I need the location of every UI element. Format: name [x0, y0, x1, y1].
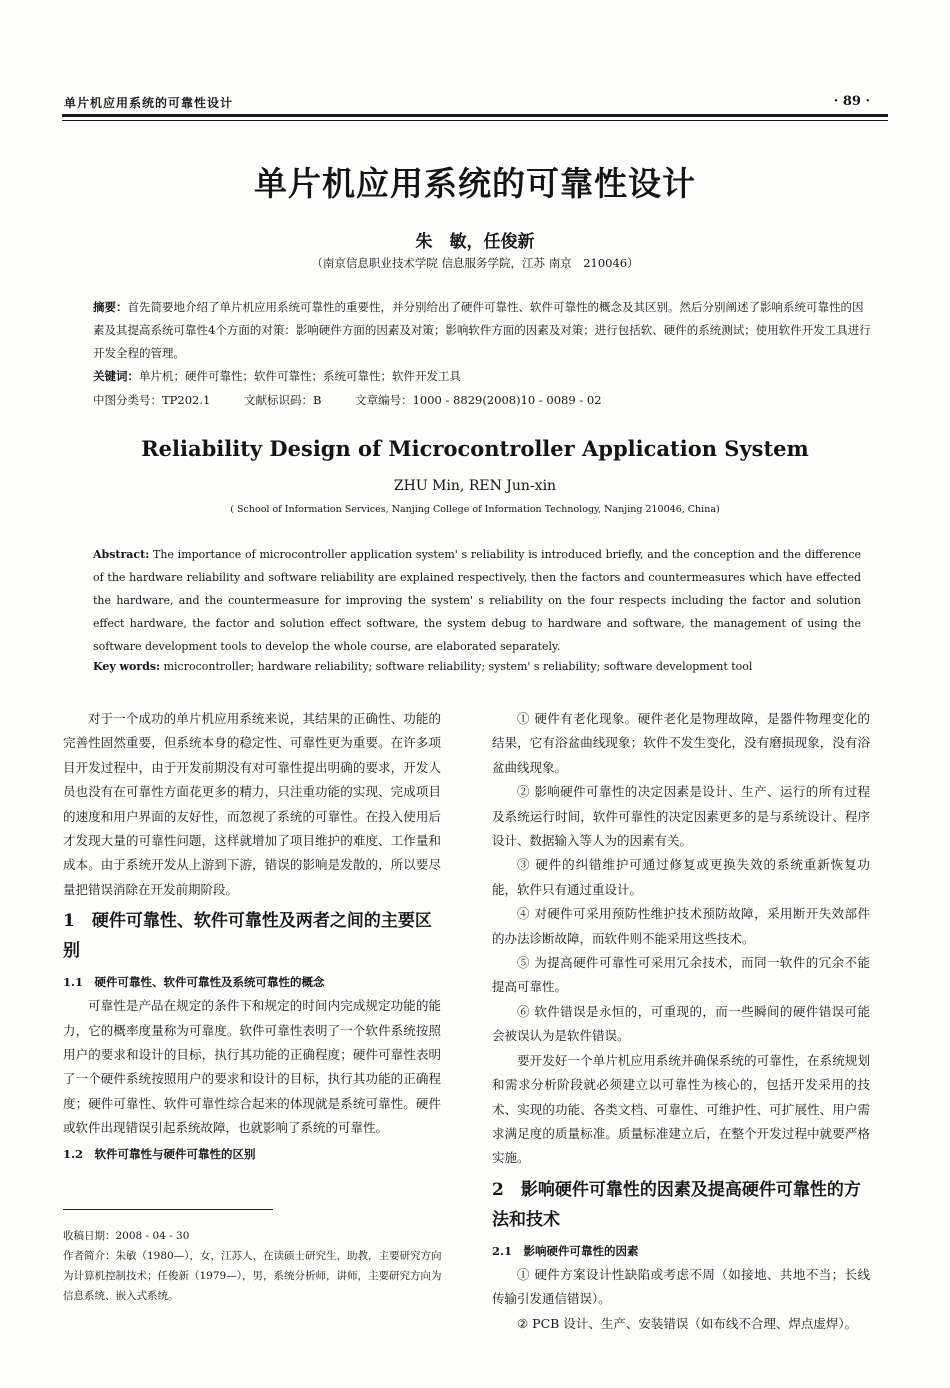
affiliation-zh: （南京信息职业技术学院 信息服务学院，江苏 南京 210046） — [311, 256, 639, 270]
document-code: 文献标识码：B — [244, 393, 322, 407]
list-item: ② PCB 设计、生产、安装错误（如布线不合理、焊点虚焊）。 — [517, 1315, 858, 1331]
section-1-1-paragraph: 可靠性是产品在规定的条件下和规定的时间内完成规定功能的能力，它的概率度量称为可靠度。软件可靠性表明了一个软件系统按照用户的要求和设计的目标，执行其功能的正确程度；硬件可靠性表明了一个硬件系统按照用户的要求和设计的目标，执行其功能的正确程度；硬件可靠性、软件可靠性综合起来的体现就是系统可靠性。硬件或软件出现错误引起系统故障，也就影响了系统的可靠性。 — [63, 998, 441, 1136]
intro-paragraph: 对于一个成功的单片机应用系统来说，其结果的正确性、功能的完善性固然重要，但系统本身的稳定性、可靠性更为重要。在许多项目开发过程中，由于开发前期没有对可靠性提出明确的要求，开发人员也没有在可靠性方面花更多的精力，只注重功能的实现、完成项目的速度和用户界面的友好性，而忽视了系统的可靠性。在投入使用后才发现大量的可靠性问题，这样就增加了项目维护的难度、工作量和成本。由于系统开发从上游到下游，错误的影响是发散的，所以要尽量把错误消除在开发前期阶段。 — [63, 711, 441, 897]
authors-zh: 朱 敏，任俊新 — [415, 232, 535, 252]
abstract-en-text: The importance of microcontroller application system' s reliability is introduced briefly, and the conception and the difference of the hardware reliability and software reliability are explained respectively, then the factors and countermeasures which have effected the hardware, and the countermeasure for improving the system' s reliability on the four respects including the factor and solution effect hardware, the factor and solution effect software, the system debug to hardware and software, the management of using the software development tools to develop the whole course, are elaborated separately. — [93, 548, 861, 653]
affiliation-en: ( School of Information Services, Nanjing College of Information Technology, Nanjing 210046, China) — [230, 504, 720, 515]
list-item: ② 影响硬件可靠性的决定因素是设计、生产、运行的所有过程及系统运行时间，软件可靠性的决定因素更多的是与系统设计、程序设计、数据输入等人为的因素有关。 — [492, 784, 870, 849]
list-item: ⑤ 为提高硬件可靠性可采用冗余技术，而同一软件的冗余不能提高可靠性。 — [492, 955, 870, 995]
article-number: 文章编号：1000 - 8829(2008)10 - 0089 - 02 — [355, 393, 602, 407]
page-number: · 89 · — [833, 94, 870, 109]
header-rule-thick — [62, 114, 888, 117]
abstract-zh-label: 摘要： — [93, 300, 128, 314]
footnote-received: 收稿日期：2008 - 04 - 30 — [63, 1230, 190, 1242]
section-1-heading: 1 硬件可靠性、软件可靠性及两者之间的主要区别 — [63, 911, 432, 962]
abstract-zh-text: 首先简要地介绍了单片机应用系统可靠性的重要性，并分别给出了硬件可靠性、软件可靠性的概念及其区别。然后分别阐述了影响系统可靠性的因素及其提高系统可靠性4个方面的对策：影响硬件方面的因素及对策；影响软件方面的因素及对策；进行包括软、硬件的系统测试；使用软件开发工具进行开发全程的管理。 — [93, 300, 871, 360]
quality-standard-paragraph: 要开发好一个单片机应用系统并确保系统的可靠性，在系统规划和需求分析阶段就必须建立以可靠性为核心的，包括开发采用的技术、实现的功能、各类文档、可靠性、可维护性、可扩展性、用户需求满足度的质量标准。质量标准建立后，在整个开发过程中就要严格实施。 — [492, 1052, 870, 1166]
classification-line — [93, 392, 873, 408]
title-en: Reliability Design of Microcontroller Application System — [141, 436, 809, 461]
section-1-1-heading: 1.1 硬件可靠性、软件可靠性及系统可靠性的概念 — [63, 975, 325, 990]
keywords-zh-label: 关键词： — [93, 369, 139, 383]
footnote-rule — [63, 1209, 273, 1210]
abstract-en-label: Abstract: — [93, 548, 150, 561]
abstract-en — [93, 543, 861, 658]
authors-en: ZHU Min, REN Jun-xin — [393, 478, 557, 494]
section-2-1-heading: 2.1 影响硬件可靠性的因素 — [492, 1243, 639, 1258]
section-1-2-heading: 1.2 软件可靠性与硬件可靠性的区别 — [63, 1146, 256, 1161]
body-left-column — [63, 707, 441, 1166]
list-item: ⑥ 软件错误是永恒的，可重现的，而一些瞬间的硬件错误可能会被误认为是软件错误。 — [492, 1003, 870, 1044]
section-2-heading: 2 影响硬件可靠性的因素及提高硬件可靠性的方法和技术 — [492, 1179, 861, 1230]
list-item: ③ 硬件的纠错维护可通过修复或更换失效的系统重新恢复功能，软件只有通过重设计。 — [492, 857, 870, 897]
abstract-zh — [93, 296, 873, 388]
list-item: ④ 对硬件可采用预防性维护技术预防故障，采用断开失效部件的办法诊断故障，而软件则不能采用这些技术。 — [492, 906, 870, 946]
footnote-author-bio: 作者简介：朱敏（1980—），女，江苏人，在读硕士研究生，助教，主要研究方向为计算机控制技术；任俊新（1979—），男，系统分析师，讲师，主要研究方向为信息系统、嵌入式系统。 — [63, 1250, 442, 1302]
title-zh: 单片机应用系统的可靠性设计 — [254, 164, 696, 203]
list-item: ① 硬件方案设计性缺陷或考虑不周（如接地、共地不当；长线传输引发通信错误）。 — [492, 1266, 870, 1307]
running-title: 单片机应用系统的可靠性设计 — [64, 96, 234, 110]
clc-number: 中图分类号：TP202.1 — [93, 393, 211, 407]
keywords-en-label: Key words: — [93, 660, 161, 673]
keywords-en-text: microcontroller; hardware reliability; software reliability; system' s reliability; software development tool — [160, 660, 753, 673]
list-item: ① 硬件有老化现象。硬件老化是物理故障，是器件物理变化的结果，它有浴盆曲线现象；软件不发生变化，没有磨损现象，没有浴盆曲线现象。 — [492, 711, 870, 775]
keywords-en — [93, 660, 861, 673]
body-right-column — [492, 707, 870, 1336]
keywords-zh-text: 单片机；硬件可靠性；软件可靠性；系统可靠性；软件开发工具 — [139, 369, 461, 383]
header-rule-thin — [62, 120, 888, 121]
